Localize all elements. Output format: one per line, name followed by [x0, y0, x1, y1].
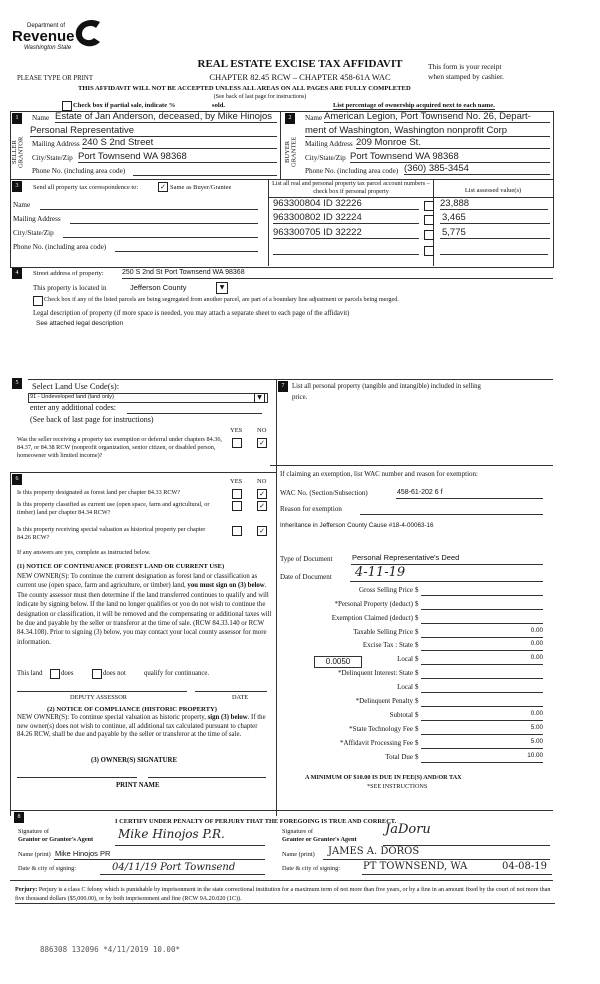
grantor-name-label: Name (print): [18, 851, 51, 858]
totals-value[interactable]: 0.00: [421, 655, 543, 665]
exemption-no-checkbox[interactable]: ✓: [257, 438, 267, 448]
section-number-4: 4: [12, 268, 22, 279]
street-label: Street address of property:: [33, 270, 104, 277]
currency-symbol: $: [415, 600, 419, 608]
historic-no-checkbox[interactable]: ✓: [257, 526, 267, 536]
segregated-checkbox[interactable]: [33, 296, 43, 306]
totals-label: *Personal Property (deduct): [334, 600, 413, 608]
forest-no-checkbox[interactable]: ✓: [257, 489, 267, 499]
totals-label: Subtotal: [389, 711, 413, 719]
parcel-number[interactable]: 963300705 ID 32222: [273, 228, 419, 239]
grantor-name-field[interactable]: Mike Hinojos PR: [55, 849, 111, 858]
wac-label: WAC No. (Section/Subsection): [280, 489, 368, 497]
no-header: NO: [257, 478, 267, 485]
currency-symbol: $: [415, 641, 419, 649]
personal-property-checkbox[interactable]: [424, 246, 434, 256]
does-not-label: does not: [103, 670, 126, 677]
exemption-claim-label: If claiming an exemption, list WAC number and reason for exemption:: [280, 470, 478, 478]
buyer-mailing-field[interactable]: 209 Monroe St.: [356, 138, 550, 149]
totals-value[interactable]: [421, 669, 543, 679]
seller-phone-label: Phone No. (including area code): [32, 167, 126, 175]
historic-yes-checkbox[interactable]: [232, 526, 242, 536]
perjury-text: Perjury is a class C felony which is punishable by imprisonment in the state correctional institution for a maximum term of not more than five years, or by a fine in an amount fixed by the court of not more than five thousand dollars ($5,000.00), or by both imprisonment and fine (RCW 9A.20.020 (1C)).: [15, 887, 551, 902]
correspondence-label: Send all property tax correspondence to:: [33, 184, 139, 191]
form-chapter: CHAPTER 82.45 RCW – CHAPTER 458-61A WAC: [209, 72, 391, 82]
no-header: NO: [257, 427, 267, 434]
buyer-phone-label: Phone No. (including area code): [305, 167, 399, 175]
currency-symbol: $: [415, 614, 419, 622]
corr-city-field[interactable]: [63, 237, 258, 238]
totals-value[interactable]: [421, 697, 543, 707]
perjury-notice: [15, 886, 555, 904]
logo-state: Washington State: [24, 45, 72, 51]
personal-property-label-2: price.: [292, 394, 308, 401]
corr-phone-field[interactable]: [115, 251, 258, 252]
assessed-value-header: List assessed value(s): [464, 187, 522, 194]
totals-label: Exemption Claimed (deduct): [331, 614, 413, 622]
warning-text: THIS AFFIDAVIT WILL NOT BE ACCEPTED UNLESS ALL AREAS ON ALL PAGES ARE FULLY COMPLETED: [78, 85, 411, 92]
partial-sale-checkbox[interactable]: [62, 101, 72, 111]
personal-property-checkbox[interactable]: [424, 215, 434, 225]
personal-property-label: List all personal property (tangible and intangible) included in selling: [292, 383, 481, 390]
corr-name-label: Name: [13, 201, 31, 209]
seller-mailing-field[interactable]: 240 S 2nd Street: [82, 138, 277, 149]
yes-header: YES: [230, 427, 243, 434]
county-select[interactable]: Jefferson County: [130, 283, 187, 292]
notice-continuance-title: (1) NOTICE OF CONTINUANCE (FOREST LAND OR CURRENT USE): [17, 563, 225, 570]
grantee-sig-label-2: Grantee or Grantee's Agent: [282, 836, 357, 843]
notice1-text-a: NEW OWNER(S): To continue the current designation as forest land or classification as current use (open space, farm and agriculture, or timber) land,: [17, 573, 258, 590]
current-use-question: Is this property classified as current use (open space, farm and agricultural, or timber) land per chapter 84.34 RCW?: [17, 501, 210, 516]
totals-value[interactable]: 10.00: [421, 753, 543, 763]
see-back-note: (See back of last page for instructions): [213, 94, 307, 100]
totals-label: Gross Selling Price: [358, 586, 413, 594]
corr-phone-label: Phone No. (including area code): [13, 243, 107, 251]
deputy-assessor-label: DEPUTY ASSESSOR: [70, 694, 127, 701]
section-number-8: 8: [14, 812, 24, 823]
buyer-name-field[interactable]: American Legion, Port Townsend No. 26, Depart-: [324, 112, 550, 123]
grantor-signature[interactable]: Mike Hinojos P.R.: [118, 827, 225, 841]
does-label: does: [61, 670, 74, 677]
deputy-signature-line[interactable]: [17, 691, 187, 692]
grantee-name-label: Name (print): [282, 851, 315, 858]
grantee-signature[interactable]: JaDoru: [385, 822, 431, 837]
totals-value[interactable]: 5.00: [421, 725, 543, 735]
reason-field[interactable]: Inheritance in Jefferson County Cause #18-4-00063-16: [280, 522, 434, 529]
currency-symbol: $: [415, 655, 419, 663]
buyer-mailing-label: Mailing Address: [305, 140, 353, 148]
grantee-date-field[interactable]: PT TOWNSEND, WA: [363, 861, 468, 872]
notice-compliance-text: [17, 714, 272, 740]
exemption-yes-checkbox[interactable]: [232, 438, 242, 448]
buyer-name-field-2[interactable]: ment of Washington, Washington nonprofit Corp: [305, 126, 550, 137]
local-rate-field[interactable]: 0.0050: [314, 656, 362, 668]
section-number-1: 1: [12, 113, 22, 124]
assessed-value[interactable]: [440, 243, 548, 255]
same-as-buyer-label: Same as Buyer/Grantee: [170, 184, 232, 191]
land-use-label: Select Land Use Code(s):: [32, 381, 120, 391]
see-instructions-note: *SEE INSTRUCTIONS: [367, 783, 428, 790]
deputy-date-label: DATE: [232, 694, 249, 701]
grantor-date-field[interactable]: 04/11/19 Port Townsend: [112, 862, 236, 873]
personal-property-checkbox[interactable]: [424, 230, 434, 240]
wac-field[interactable]: 458-61-202 6 f: [397, 489, 443, 496]
corr-name-field[interactable]: [40, 209, 258, 210]
receipt-note-2: when stamped by cashier.: [428, 72, 504, 81]
currency-symbol: $: [415, 628, 419, 636]
certification-statement: I CERTIFY UNDER PENALTY OF PERJURY THAT THE FOREGOING IS TRUE AND CORRECT.: [115, 818, 397, 825]
partial-sale-sold: sold.: [212, 102, 226, 109]
corr-mailing-label: Mailing Address: [13, 215, 61, 223]
totals-value[interactable]: [421, 600, 543, 610]
grantee-date-label: Date & city of signing:: [282, 865, 341, 872]
totals-value[interactable]: [421, 683, 543, 693]
ownership-note: List percentage of ownership acquired next to each name.: [333, 102, 495, 109]
forest-land-question: Is this property designated as forest land per chapter 84.33 RCW?: [17, 489, 181, 496]
logo-swirl-icon: [70, 16, 106, 50]
does-checkbox[interactable]: [50, 669, 60, 679]
totals-value[interactable]: 0.00: [421, 641, 543, 651]
seller-name-field-2[interactable]: Personal Representative: [30, 126, 277, 137]
totals-label: Local: [397, 655, 413, 663]
partial-sale-label: Check box if partial sale, indicate %: [73, 102, 176, 109]
yes-header: YES: [230, 478, 243, 485]
logo-name: Revenue: [12, 28, 75, 45]
notice-continuance-text: [17, 572, 272, 647]
currency-symbol: $: [415, 711, 419, 719]
land-use-see-back: (See back of last page for instructions): [30, 415, 154, 424]
print-name-label: PRINT NAME: [116, 782, 160, 789]
grantor-sig-label-2: Grantor or Grantor's Agent: [18, 836, 94, 843]
section-number-2: 2: [285, 113, 295, 124]
currency-symbol: $: [415, 725, 419, 733]
totals-label: *Delinquent Penalty: [355, 697, 413, 705]
owner-print-line[interactable]: [148, 777, 266, 778]
buyer-city-field[interactable]: Port Townsend WA 98368: [350, 152, 550, 163]
totals-value[interactable]: [421, 614, 543, 624]
totals-label: Total Due: [385, 753, 413, 761]
assessed-value[interactable]: 5,775: [440, 228, 550, 239]
seller-phone-field[interactable]: [133, 165, 277, 176]
if-yes-note: If any answers are yes, complete as instructed below.: [17, 549, 151, 556]
personal-property-checkbox[interactable]: [424, 201, 434, 211]
grantee-sig-label-1: Signature of: [282, 828, 313, 835]
totals-label: *Affidavit Processing Fee: [340, 739, 413, 747]
legal-description-field[interactable]: See attached legal description: [36, 320, 124, 327]
notice2-text-bold: sign (3) below: [207, 714, 248, 721]
deputy-date-line[interactable]: [195, 691, 267, 692]
current-use-yes-checkbox[interactable]: [232, 501, 242, 511]
owner-signature-label: (3) OWNER(S) SIGNATURE: [91, 757, 177, 764]
section-number-7: 7: [278, 381, 288, 392]
segregated-label: Check box if any of the listed parcels are being segregated from another parcel, are part of a boundary line adjustment or parcels being merged.: [44, 296, 399, 303]
owner-signature-line[interactable]: [17, 777, 137, 778]
seller-name-field[interactable]: Estate of Jan Anderson, deceased, by Mike Hinojos: [55, 112, 277, 123]
buyer-name-label: Name: [305, 114, 323, 122]
located-label: This property is located in: [33, 284, 107, 292]
seller-city-label: City/State/Zip: [32, 154, 73, 162]
perjury-label: Perjury:: [15, 887, 38, 893]
buyer-city-label: City/State/Zip: [305, 154, 346, 162]
logo-dept: Department of: [27, 23, 66, 29]
seller-mailing-label: Mailing Address: [32, 140, 80, 148]
county-dropdown-icon[interactable]: ▼: [216, 282, 228, 294]
current-use-no-checkbox[interactable]: ✓: [257, 501, 267, 511]
section-number-6: 6: [12, 474, 22, 485]
cashier-stamp: 886308 132096 *4/11/2019 10.00*: [40, 945, 180, 954]
buyer-side-label: BUYER GRANTEE: [284, 136, 298, 168]
land-use-dropdown-icon[interactable]: ▼: [254, 393, 265, 403]
seller-side-label: SELLER GRANTOR: [11, 136, 25, 168]
section-number-5: 5: [12, 378, 22, 389]
section-number-3: 3: [12, 181, 22, 192]
corr-city-label: City/State/Zip: [13, 229, 54, 237]
parcel-number[interactable]: 963300802 ID 32224: [273, 213, 419, 224]
parcel-number[interactable]: 963300804 ID 32226: [273, 199, 419, 210]
doc-date-field[interactable]: 4-11-19: [355, 565, 406, 580]
minimum-due-note: A MINIMUM OF $10.00 IS DUE IN FEE(S) AND/OR TAX: [305, 774, 462, 781]
doc-type-field[interactable]: Personal Representative's Deed: [352, 553, 460, 562]
totals-label: Local: [397, 683, 413, 691]
seller-name-label: Name: [32, 114, 50, 122]
corr-mailing-field[interactable]: [70, 223, 258, 224]
street-field[interactable]: 250 S 2nd St Port Townsend WA 98368: [122, 269, 245, 276]
notice1-text-b: . The county assessor must then determine if the land transferred continues to qualify and will indicate by signing below. If the land no longer qualifies or you do not wish to continue the designation or classification, it will be removed and the compensating or additional taxes will be due and payable by the seller or transferor at the time of sale. (RCW 84.33.140 or RCW 84.34.108). Prior to signing (3) below, you may contact your local county assessor for more information.: [17, 582, 272, 646]
notice2-text-a: NEW OWNER(S): To continue special valuation as historic property,: [17, 714, 206, 721]
notice2-text-b: . If the new owner(s) does not wish to continue, all additional tax calculated pursuant to chapter 84.26 RCW, shall be due and payable by the seller or transferor at the time of sale.: [17, 714, 266, 739]
qualify-label: qualify for continuance.: [144, 670, 210, 677]
same-as-buyer-checkbox[interactable]: ✓: [158, 182, 168, 192]
assessed-value[interactable]: 23,888: [440, 199, 548, 210]
currency-symbol: $: [415, 739, 419, 747]
currency-symbol: $: [415, 753, 419, 761]
type-or-print: PLEASE TYPE OR PRINT: [17, 75, 93, 82]
grantor-sig-label-1: Signature of: [18, 828, 49, 835]
this-land-label: This land: [17, 670, 43, 677]
notice-compliance-title: (2) NOTICE OF COMPLIANCE (HISTORIC PROPERTY): [47, 706, 217, 713]
currency-symbol: $: [415, 683, 419, 691]
totals-label: *State Technology Fee: [349, 725, 413, 733]
seller-city-field[interactable]: Port Townsend WA 98368: [78, 152, 277, 163]
totals-value[interactable]: 5.00: [421, 739, 543, 749]
currency-symbol: $: [415, 586, 419, 594]
notice1-text-bold: you must sign on (3) below: [187, 582, 265, 590]
additional-codes-field[interactable]: [127, 413, 262, 414]
currency-symbol: $: [415, 697, 419, 705]
exemption-question: Was the seller receiving a property tax exemption or deferral under chapters 84.36, 84.37, or 84.38 RCW (nonprofit organization, senior citizen, or disabled person, homeowner with limited income)?: [17, 436, 222, 459]
totals-label: *Delinquent Interest: State: [337, 669, 413, 677]
does-not-checkbox[interactable]: [92, 669, 102, 679]
historic-question: Is this property receiving special valuation as historical property per chapter 84.26 RCW?: [17, 526, 206, 541]
totals-value[interactable]: [421, 586, 543, 596]
currency-symbol: $: [415, 669, 419, 677]
grantee-name-field[interactable]: JAMES A. DOROS: [328, 846, 420, 857]
totals-value[interactable]: 0.00: [421, 628, 543, 638]
receipt-note-1: This form is your receipt: [428, 62, 502, 71]
totals-value[interactable]: 0.00: [421, 711, 543, 721]
totals-label: Taxable Selling Price: [353, 628, 413, 636]
legal-description-label: Legal description of property (if more space is needed, you may attach a separate sheet to each page of the affidavit): [33, 310, 350, 317]
forest-yes-checkbox[interactable]: [232, 489, 242, 499]
grantee-date-field-2[interactable]: 04-08-19: [502, 861, 547, 872]
reason-label: Reason for exemption: [280, 505, 342, 513]
doc-date-label: Date of Document: [280, 573, 332, 581]
assessed-value[interactable]: 3,465: [440, 213, 550, 224]
land-use-select[interactable]: 91 - Undeveloped land (land only): [28, 393, 268, 403]
parcel-header: List all real and personal property tax parcel account numbers – check box if personal property: [272, 180, 430, 195]
doc-type-label: Type of Document: [280, 555, 333, 563]
form-title: REAL ESTATE EXCISE TAX AFFIDAVIT: [197, 58, 403, 70]
totals-label: Excise Tax : State: [362, 641, 413, 649]
buyer-phone-field[interactable]: (360) 385-3454: [404, 164, 550, 175]
parcel-number[interactable]: [273, 243, 419, 255]
additional-codes-label: enter any additional codes:: [30, 403, 116, 412]
grantor-date-label: Date & city of signing:: [18, 865, 77, 872]
